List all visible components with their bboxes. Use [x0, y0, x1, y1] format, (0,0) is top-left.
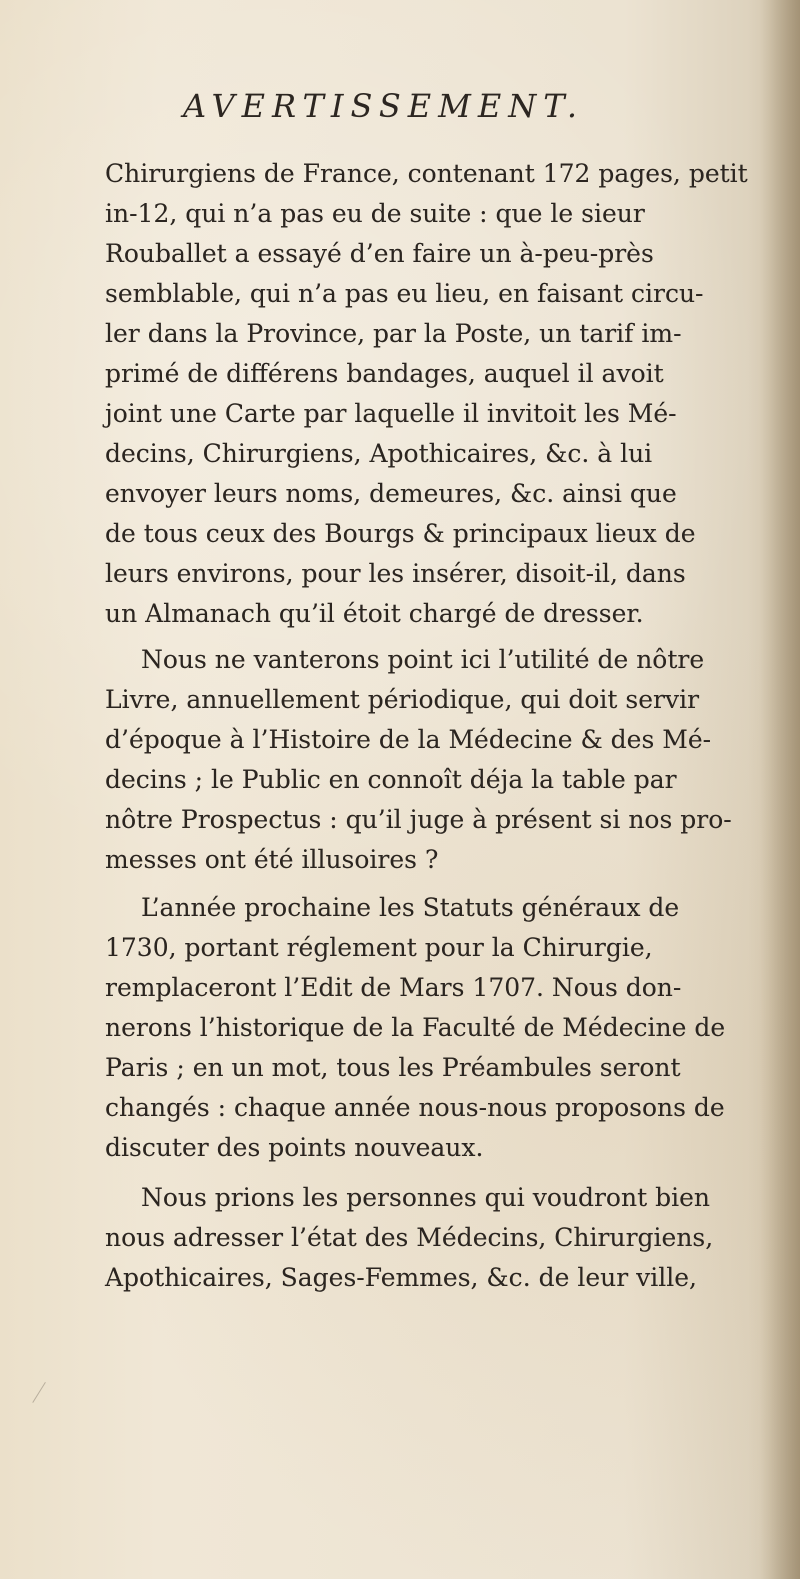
- page-gutter-shadow: [748, 0, 800, 1579]
- text-line: Apothicaires, Sages-Femmes, &c. de leur ville,: [105, 1263, 697, 1292]
- page-heading: AVERTISSEMENT.: [183, 87, 585, 125]
- text-line: semblable, qui n’a pas eu lieu, en faisant circu-: [105, 279, 704, 308]
- text-line: changés : chaque année nous-nous proposons de: [105, 1093, 725, 1122]
- text-line: messes ont été illusoires ?: [105, 845, 439, 874]
- text-line: primé de différens bandages, auquel il avoit: [105, 359, 664, 388]
- text-line: joint une Carte par laquelle il invitoit les Mé-: [105, 399, 677, 428]
- text-line: nerons l’historique de la Faculté de Médecine de: [105, 1013, 726, 1042]
- text-line: remplaceront l’Edit de Mars 1707. Nous don-: [105, 973, 682, 1002]
- paper-mark: [32, 1382, 46, 1403]
- text-line: discuter des points nouveaux.: [105, 1133, 484, 1162]
- text-line: Chirurgiens de France, contenant 172 pages, petit: [105, 159, 748, 188]
- body-text: [105, 154, 755, 1298]
- text-line: nous adresser l’état des Médecins, Chirurgiens,: [105, 1223, 714, 1252]
- text-line: de tous ceux des Bourgs & principaux lieux de: [105, 519, 696, 548]
- text-line: decins ; le Public en connoît déja la table par: [105, 765, 677, 794]
- text-line: Paris ; en un mot, tous les Préambules seront: [105, 1053, 681, 1082]
- paragraph-start-line: Nous prions les personnes qui voudront bien: [141, 1183, 710, 1212]
- text-line: in-12, qui n’a pas eu de suite : que le sieur: [105, 199, 645, 228]
- text-line: Livre, annuellement périodique, qui doit servir: [105, 685, 700, 714]
- text-line: un Almanach qu’il étoit chargé de dresser.: [105, 599, 644, 628]
- paragraph-start-line: Nous ne vanterons point ici l’utilité de nôtre: [141, 645, 705, 674]
- text-line: decins, Chirurgiens, Apothicaires, &c. à lui: [105, 439, 653, 468]
- text-line: ler dans la Province, par la Poste, un tarif im-: [105, 319, 682, 348]
- text-line: leurs environs, pour les insérer, disoit-il, dans: [105, 559, 686, 588]
- paragraph-start-line: L’année prochaine les Statuts généraux de: [141, 893, 680, 922]
- text-line: 1730, portant réglement pour la Chirurgie,: [105, 933, 653, 962]
- text-line: d’époque à l’Histoire de la Médecine & des Mé-: [105, 725, 712, 754]
- text-line: Rouballet a essayé d’en faire un à-peu-près: [105, 239, 654, 268]
- text-line: envoyer leurs noms, demeures, &c. ainsi que: [105, 479, 677, 508]
- text-line: nôtre Prospectus : qu’il juge à présent si nos pro-: [105, 805, 732, 834]
